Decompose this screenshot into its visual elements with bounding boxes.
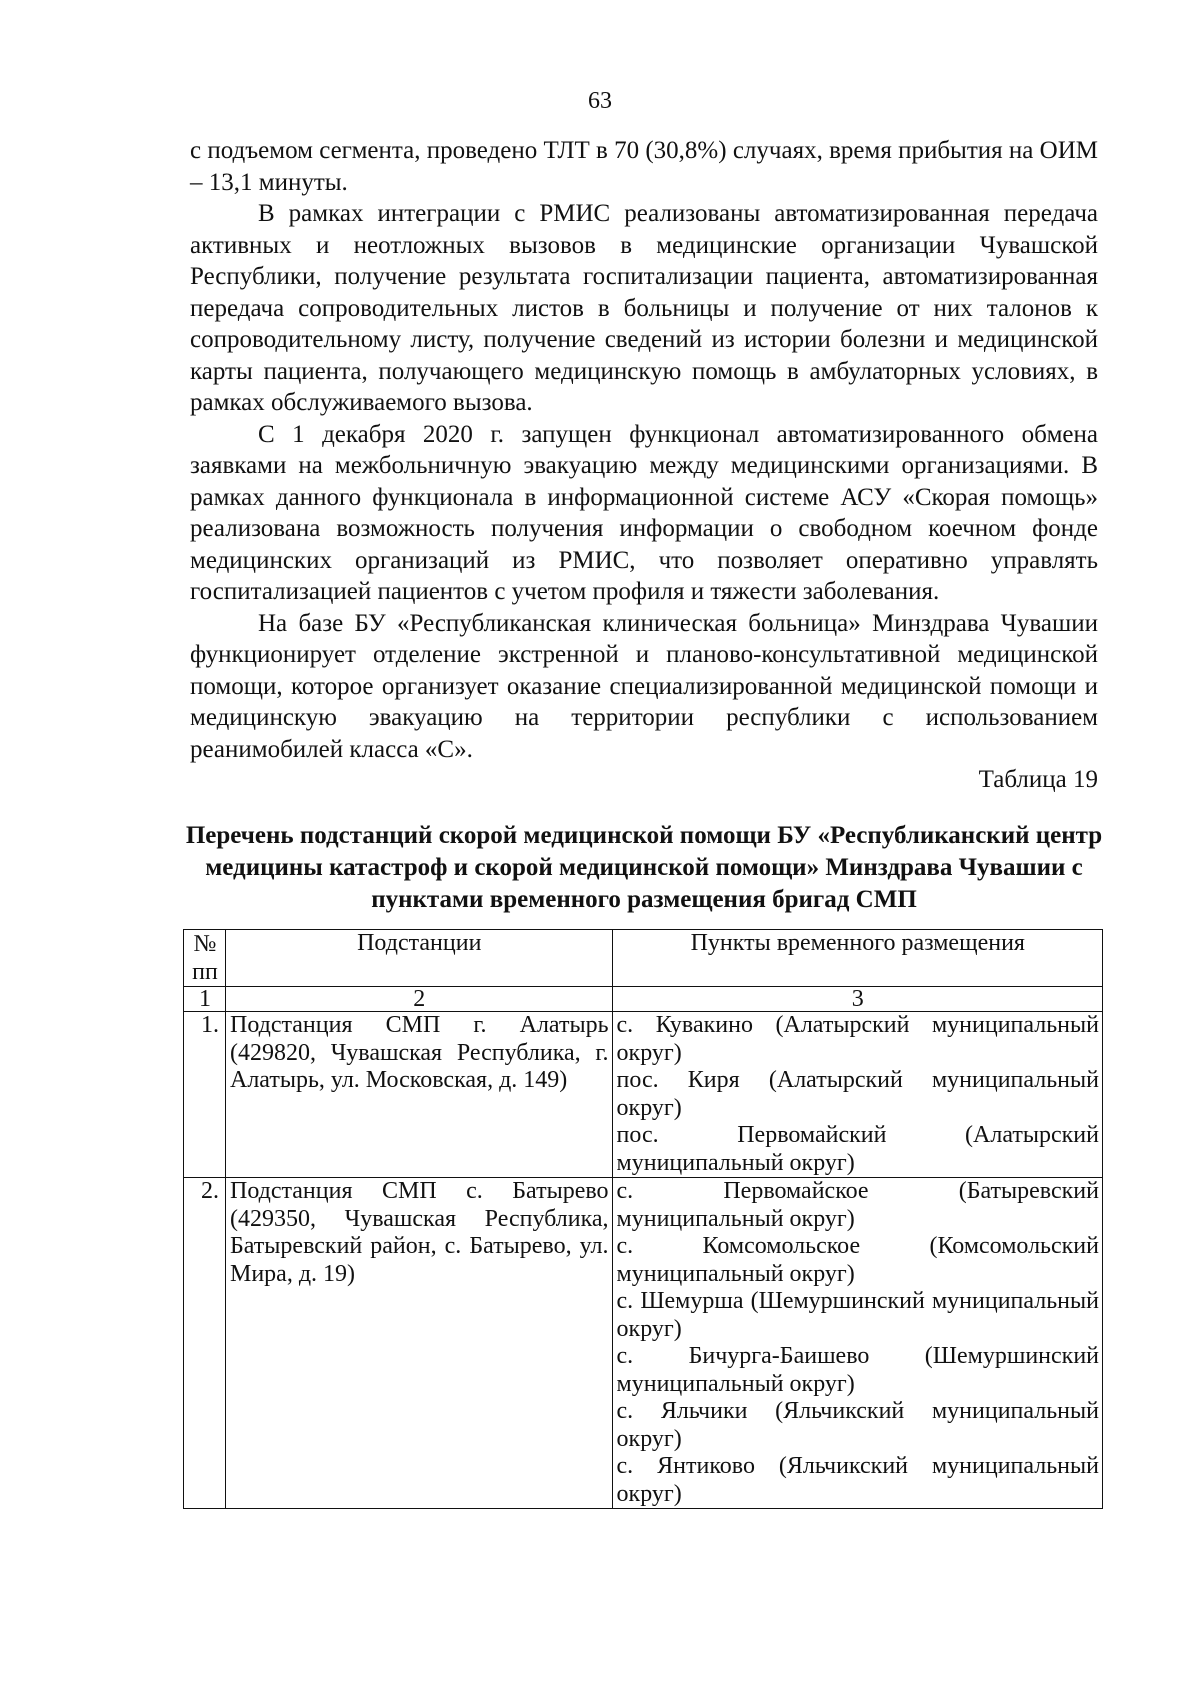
placement-point: пос. Первомайский (Алатырский муниципальный округ) (616, 1122, 1099, 1176)
placement-point: с. Кувакино (Алатырский муниципальный округ) (616, 1012, 1099, 1066)
placement-point: с. Комсомольское (Комсомольский муниципальный округ) (616, 1233, 1099, 1287)
page-number: 63 (588, 88, 612, 114)
column-numbers-row (184, 987, 1103, 1012)
stations-table (183, 929, 1103, 1509)
table-title: Перечень подстанций скорой медицинской помощи БУ «Республиканский центр медицины катастроф и скорой медицинской помощи» Минздрава Чувашии с пунктами временного размещения бригад СМП (185, 822, 1103, 913)
column-number: 3 (612, 987, 1102, 1012)
paragraph: На базе БУ «Республиканская клиническая больница» Минздрава Чувашии функционирует отделение экстренной и планово-консультативной медицинской помощи, которое организует оказание специализированной медицинской помощи и медицинскую эвакуацию на территории республики с использованием реанимобилей класса «С». (190, 609, 1098, 763)
station-cell: Подстанция СМП г. Алатырь (429820, Чувашская Республика, г. Алатырь, ул. Московская, д. 149) (225, 1012, 612, 1178)
station-cell: Подстанция СМП с. Батырево (429350, Чувашская Республика, Батыревский район, с. Батырево, ул. Мира, д. 19) (225, 1178, 612, 1509)
header-num: № пп (184, 930, 226, 987)
placement-point: с. Шемурша (Шемуршинский муниципальный округ) (616, 1288, 1099, 1342)
table-header-row (184, 930, 1103, 987)
placement-point: с. Яльчики (Яльчикский муниципальный округ) (616, 1398, 1099, 1452)
table-caption: Таблица 19 (978, 766, 1098, 793)
placement-point: пос. Киря (Алатырский муниципальный округ) (616, 1067, 1099, 1121)
header-points: Пункты временного размещения (612, 930, 1102, 987)
row-number: 1. (184, 1012, 226, 1178)
column-number: 2 (225, 987, 612, 1012)
row-number: 2. (184, 1178, 226, 1509)
points-cell (612, 1178, 1102, 1509)
column-number: 1 (184, 987, 226, 1012)
placement-point: с. Первомайское (Батыревский муниципальный округ) (616, 1178, 1099, 1232)
table-row (184, 1178, 1103, 1509)
placement-point: с. Бичурга-Баишево (Шемуршинский муниципальный округ) (616, 1343, 1099, 1397)
paragraph: С 1 декабря 2020 г. запущен функционал автоматизированного обмена заявками на межбольничную эвакуацию между медицинскими организациями. В рамках данного функционала в информационной системе АСУ «Скорая помощь» реализована возможность получения информации о свободном коечном фонде медицинских организаций из РМИС, что позволяет оперативно управлять госпитализацией пациентов с учетом профиля и тяжести заболевания. (190, 420, 1098, 605)
paragraph: с подъемом сегмента, проведено ТЛТ в 70 (30,8%) случаях, время прибытия на ОИМ – 13,1 минуты. (190, 137, 1098, 196)
table-row (184, 1012, 1103, 1178)
placement-point: с. Янтиково (Яльчикский муниципальный округ) (616, 1453, 1099, 1507)
header-station: Подстанции (225, 930, 612, 987)
points-cell (612, 1012, 1102, 1178)
body-text (190, 135, 1098, 765)
paragraph: В рамках интеграции с РМИС реализованы автоматизированная передача активных и неотложных вызовов в медицинские организации Чувашской Республики, получение результата госпитализации пациента, автоматизированная передача сопроводительных листов в больницы и получение от них талонов к сопроводительному листу, получение сведений из истории болезни и медицинской карты пациента, получающего медицинскую помощь в амбулаторных условиях, в рамках обслуживаемого вызова. (190, 200, 1098, 416)
